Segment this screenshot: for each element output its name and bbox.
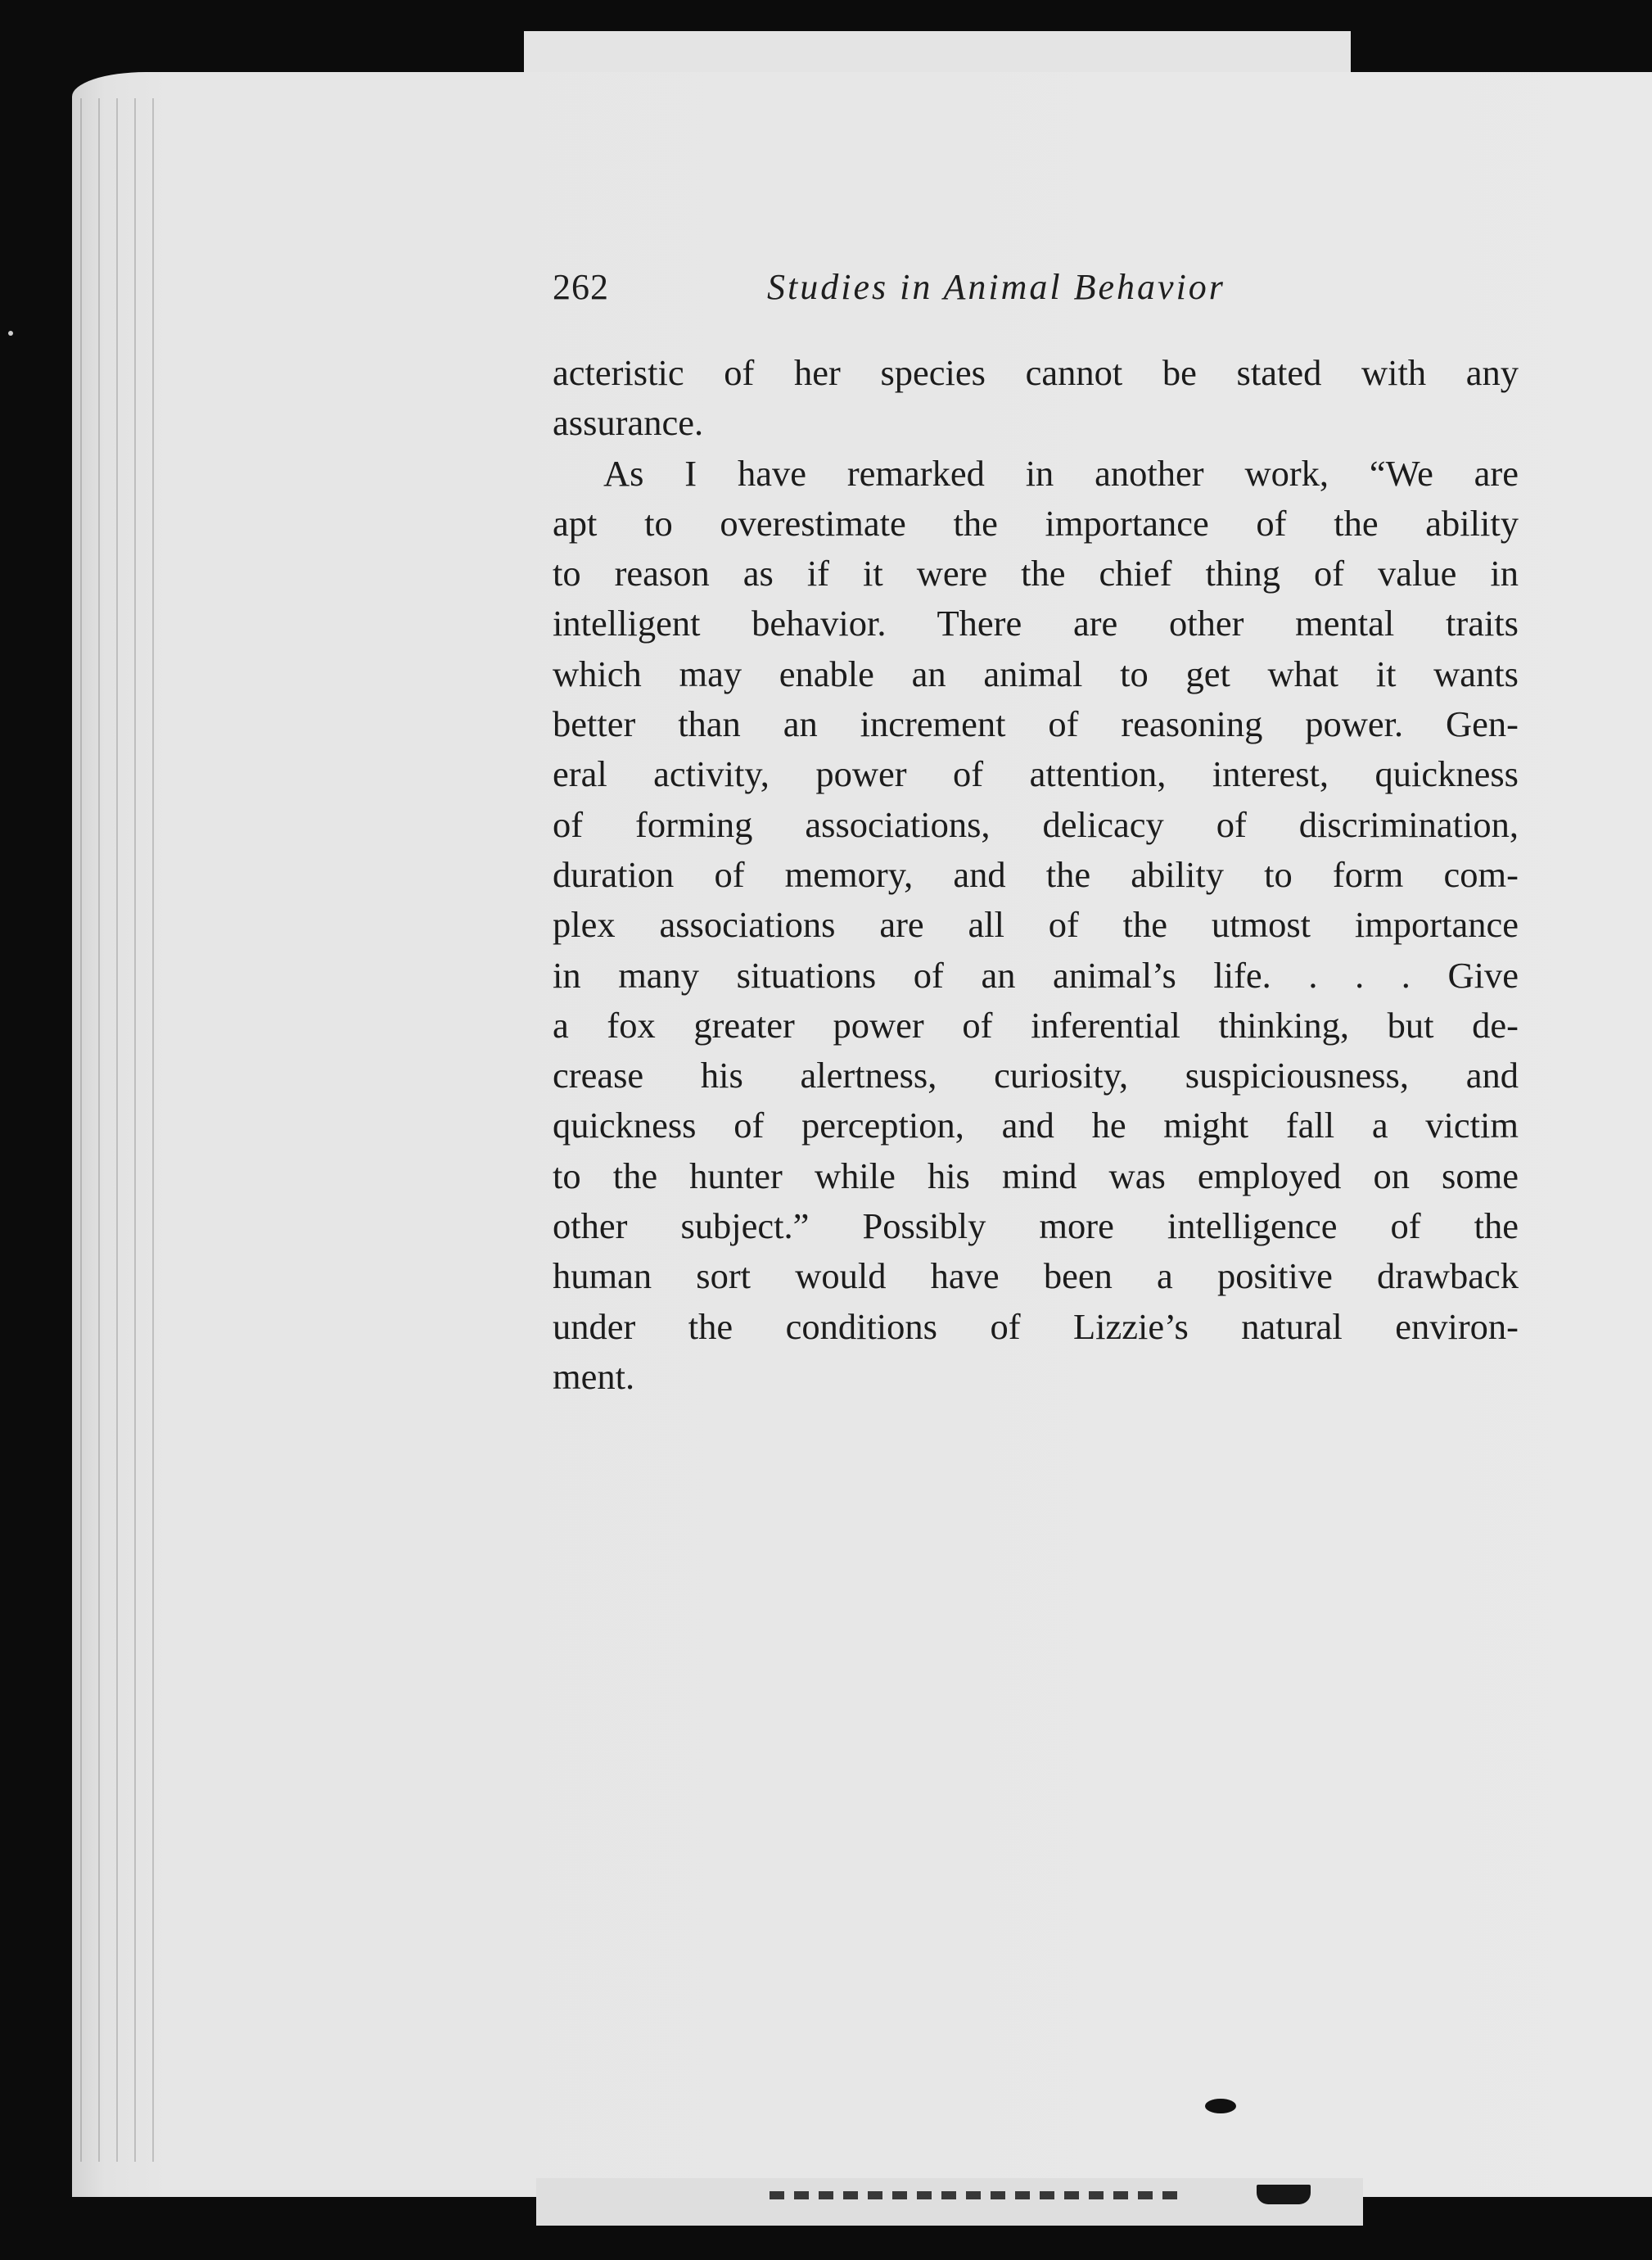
text-line: other subject.” Possibly more intelligence of the	[553, 1205, 1519, 1247]
text-line: eral activity, power of attention, interest, quickness	[553, 753, 1519, 795]
underlying-page-bottom	[536, 2178, 1363, 2226]
text-line: duration of memory, and the ability to form com-	[553, 853, 1519, 895]
ink-spot	[1205, 2099, 1236, 2113]
text-line: human sort would have been a positive drawback	[553, 1255, 1519, 1297]
text-line: crease his alertness, curiosity, suspiciousness, and	[553, 1055, 1519, 1096]
text-line: quickness of perception, and he might fall a victim	[553, 1105, 1519, 1146]
dust-speck	[8, 331, 13, 336]
text-line: ment.	[553, 1355, 635, 1397]
text-line: to the hunter while his mind was employed on some	[553, 1155, 1519, 1196]
running-title: Studies in Animal Behavior	[767, 267, 1225, 307]
text-line: intelligent behavior. There are other mental traits	[553, 603, 1519, 644]
text-line: better than an increment of reasoning power. Gen-	[553, 703, 1519, 745]
text-line: plex associations are all of the utmost importance	[553, 904, 1519, 946]
text-line: apt to overestimate the importance of the ability	[553, 502, 1519, 544]
page-edges	[72, 98, 170, 2162]
text-line: As I have remarked in another work, “We are	[603, 452, 1519, 494]
running-head	[553, 266, 1519, 315]
text-line: a fox greater power of inferential thinking, but de-	[553, 1004, 1519, 1046]
page-number: 262	[553, 267, 609, 307]
body-text	[553, 348, 1519, 1402]
text-line: assurance.	[553, 402, 704, 444]
text-line: which may enable an animal to get what it wants	[553, 653, 1519, 694]
text-line: under the conditions of Lizzie’s natural environ-	[553, 1305, 1519, 1347]
text-line: in many situations of an animal’s life. . . . Give	[553, 954, 1519, 996]
bottom-edge-marks	[770, 2191, 1179, 2199]
bottom-edge-block	[1257, 2185, 1311, 2204]
text-line: to reason as if it were the chief thing of value in	[553, 553, 1519, 594]
text-line: of forming associations, delicacy of discrimination,	[553, 803, 1519, 845]
text-line: acteristic of her species cannot be stated with any	[553, 352, 1519, 393]
